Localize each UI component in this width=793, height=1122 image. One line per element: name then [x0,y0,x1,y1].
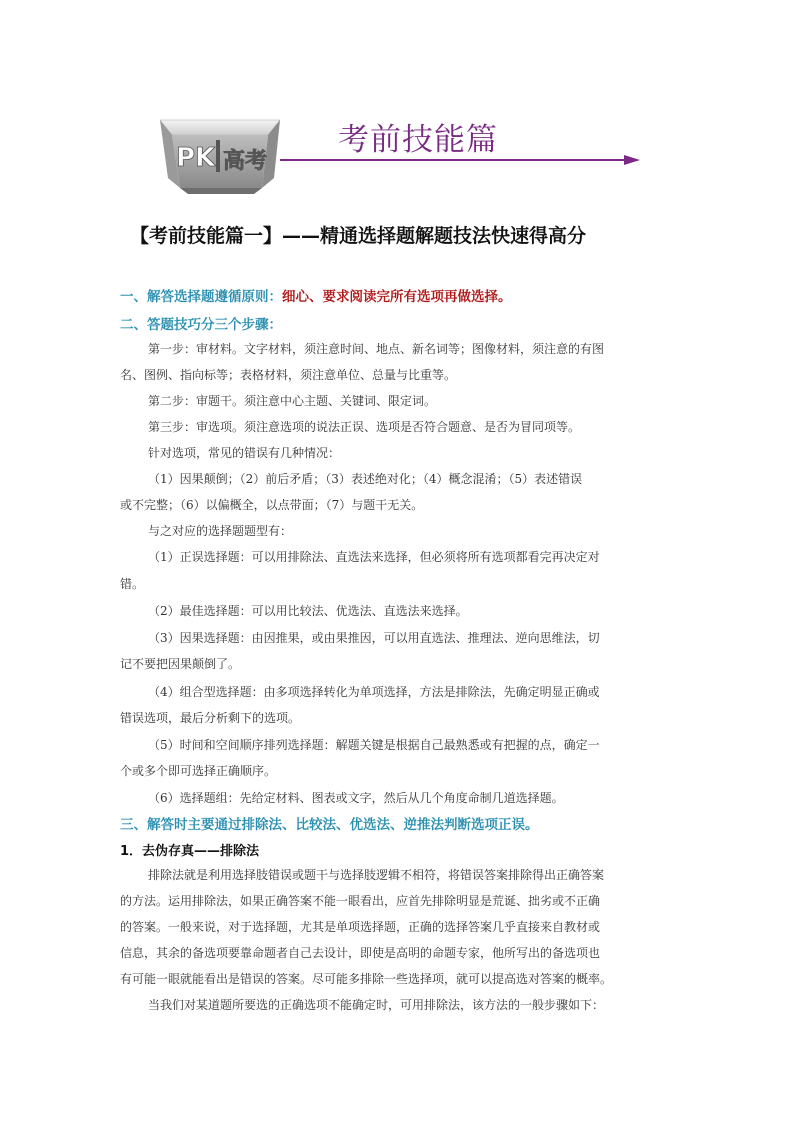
paragraph-line: 的方法。运用排除法，如果正确答案不能一眼看出，应首先排除明显是荒诞、拙劣或不正确 [120,894,601,908]
step-line: 与之对应的选择题题型有： [148,524,293,538]
paragraph-line: 有可能一眼就能看出是错误的答案。尽可能多排除一些选择项，就可以提高选对答案的概率。 [120,972,613,986]
step-line: 错。 [120,577,145,591]
step-line: （3）因果选择题：由因推果，或由果推因，可以用直选法、推理法、逆向思维法，切 [148,631,600,645]
step-line: 名、图例、指向标等；表格材料，须注意单位、总量与比重等。 [120,368,457,382]
step-line: （6）选择题组：先给定材料、图表或文字，然后从几个角度命制几道选择题。 [148,791,564,805]
step-line: 或不完整；（6）以偏概全，以点带面；（7）与题干无关。 [120,498,424,512]
step-line: 第二步：审题干。须注意中心主题、关键词、限定词。 [148,394,437,408]
step-line: 记不要把因果颠倒了。 [120,657,241,671]
section1-heading [120,285,512,305]
section3-heading: 三、解答时主要通过排除法、比较法、优选法、逆推法判断选项正误。 [120,817,539,833]
step-line: 第三步：审选项。须注意选项的说法正误、选项是否符合题意、是否为冒同项等。 [148,420,581,434]
paragraph-line: 的答案。一般来说，对于选择题，尤其是单项选择题，正确的选择答案几乎直接来自教材或 [120,920,601,934]
step-line: 个或多个即可选择正确顺序。 [120,764,277,778]
svg-text:PK: PK [176,143,216,173]
step-line: 针对选项，常见的错误有几种情况： [148,446,341,460]
section1-prefix: 一、解答选择题遵循原则： [120,289,282,305]
section1-emphasis: 细心、要求阅读完所有选项再做选择。 [282,289,512,305]
step-line: （4）组合型选择题：由多项选择转化为单项选择，方法是排除法，先确定明显正确或 [148,685,600,699]
banner-title: 考前技能篇 [338,122,498,158]
banner-arrow-line [280,155,640,165]
step-line: （2）最佳选择题：可以用比较法、优选法、直选法来选择。 [148,604,468,618]
step-line: 错误选项，最后分析剩下的选项。 [120,711,301,725]
header-banner [150,100,650,200]
paragraph-line: 信息，其余的备选项要靠命题者自己去设计，即使是高明的命题专家，他所写出的备选项也 [120,946,601,960]
step-line: （5）时间和空间顺序排列选择题：解题关键是根据自己最熟悉或有把握的点，确定一 [148,738,600,752]
paragraph-line: 排除法就是利用选择肢错误或题干与选择肢逻辑不相符，将错误答案排除得出正确答案 [148,868,605,882]
svg-text:高考: 高考 [223,149,268,174]
pk-gaokao-logo [150,100,290,200]
main-title: 【考前技能篇一】——精通选择题解题技法快速得高分 [130,225,587,247]
step-line: 第一步：审材料。文字材料，须注意时间、地点、新名词等；图像材料，须注意的有图 [148,342,605,356]
step-line: （1）正误选择题：可以用排除法、直选法来选择，但必须将所有选项都看完再决定对 [148,550,600,564]
paragraph-line: 当我们对某道题所要选的正确选项不能确定时，可用排除法，该方法的一般步骤如下： [148,998,605,1012]
subsection1-heading: 1．去伪存真——排除法 [120,844,260,859]
step-line: （1）因果颠倒；（2）前后矛盾；（3）表述绝对化；（4）概念混淆；（5）表述错误 [148,472,583,486]
section2-heading: 二、答题技巧分三个步骤： [120,317,282,333]
